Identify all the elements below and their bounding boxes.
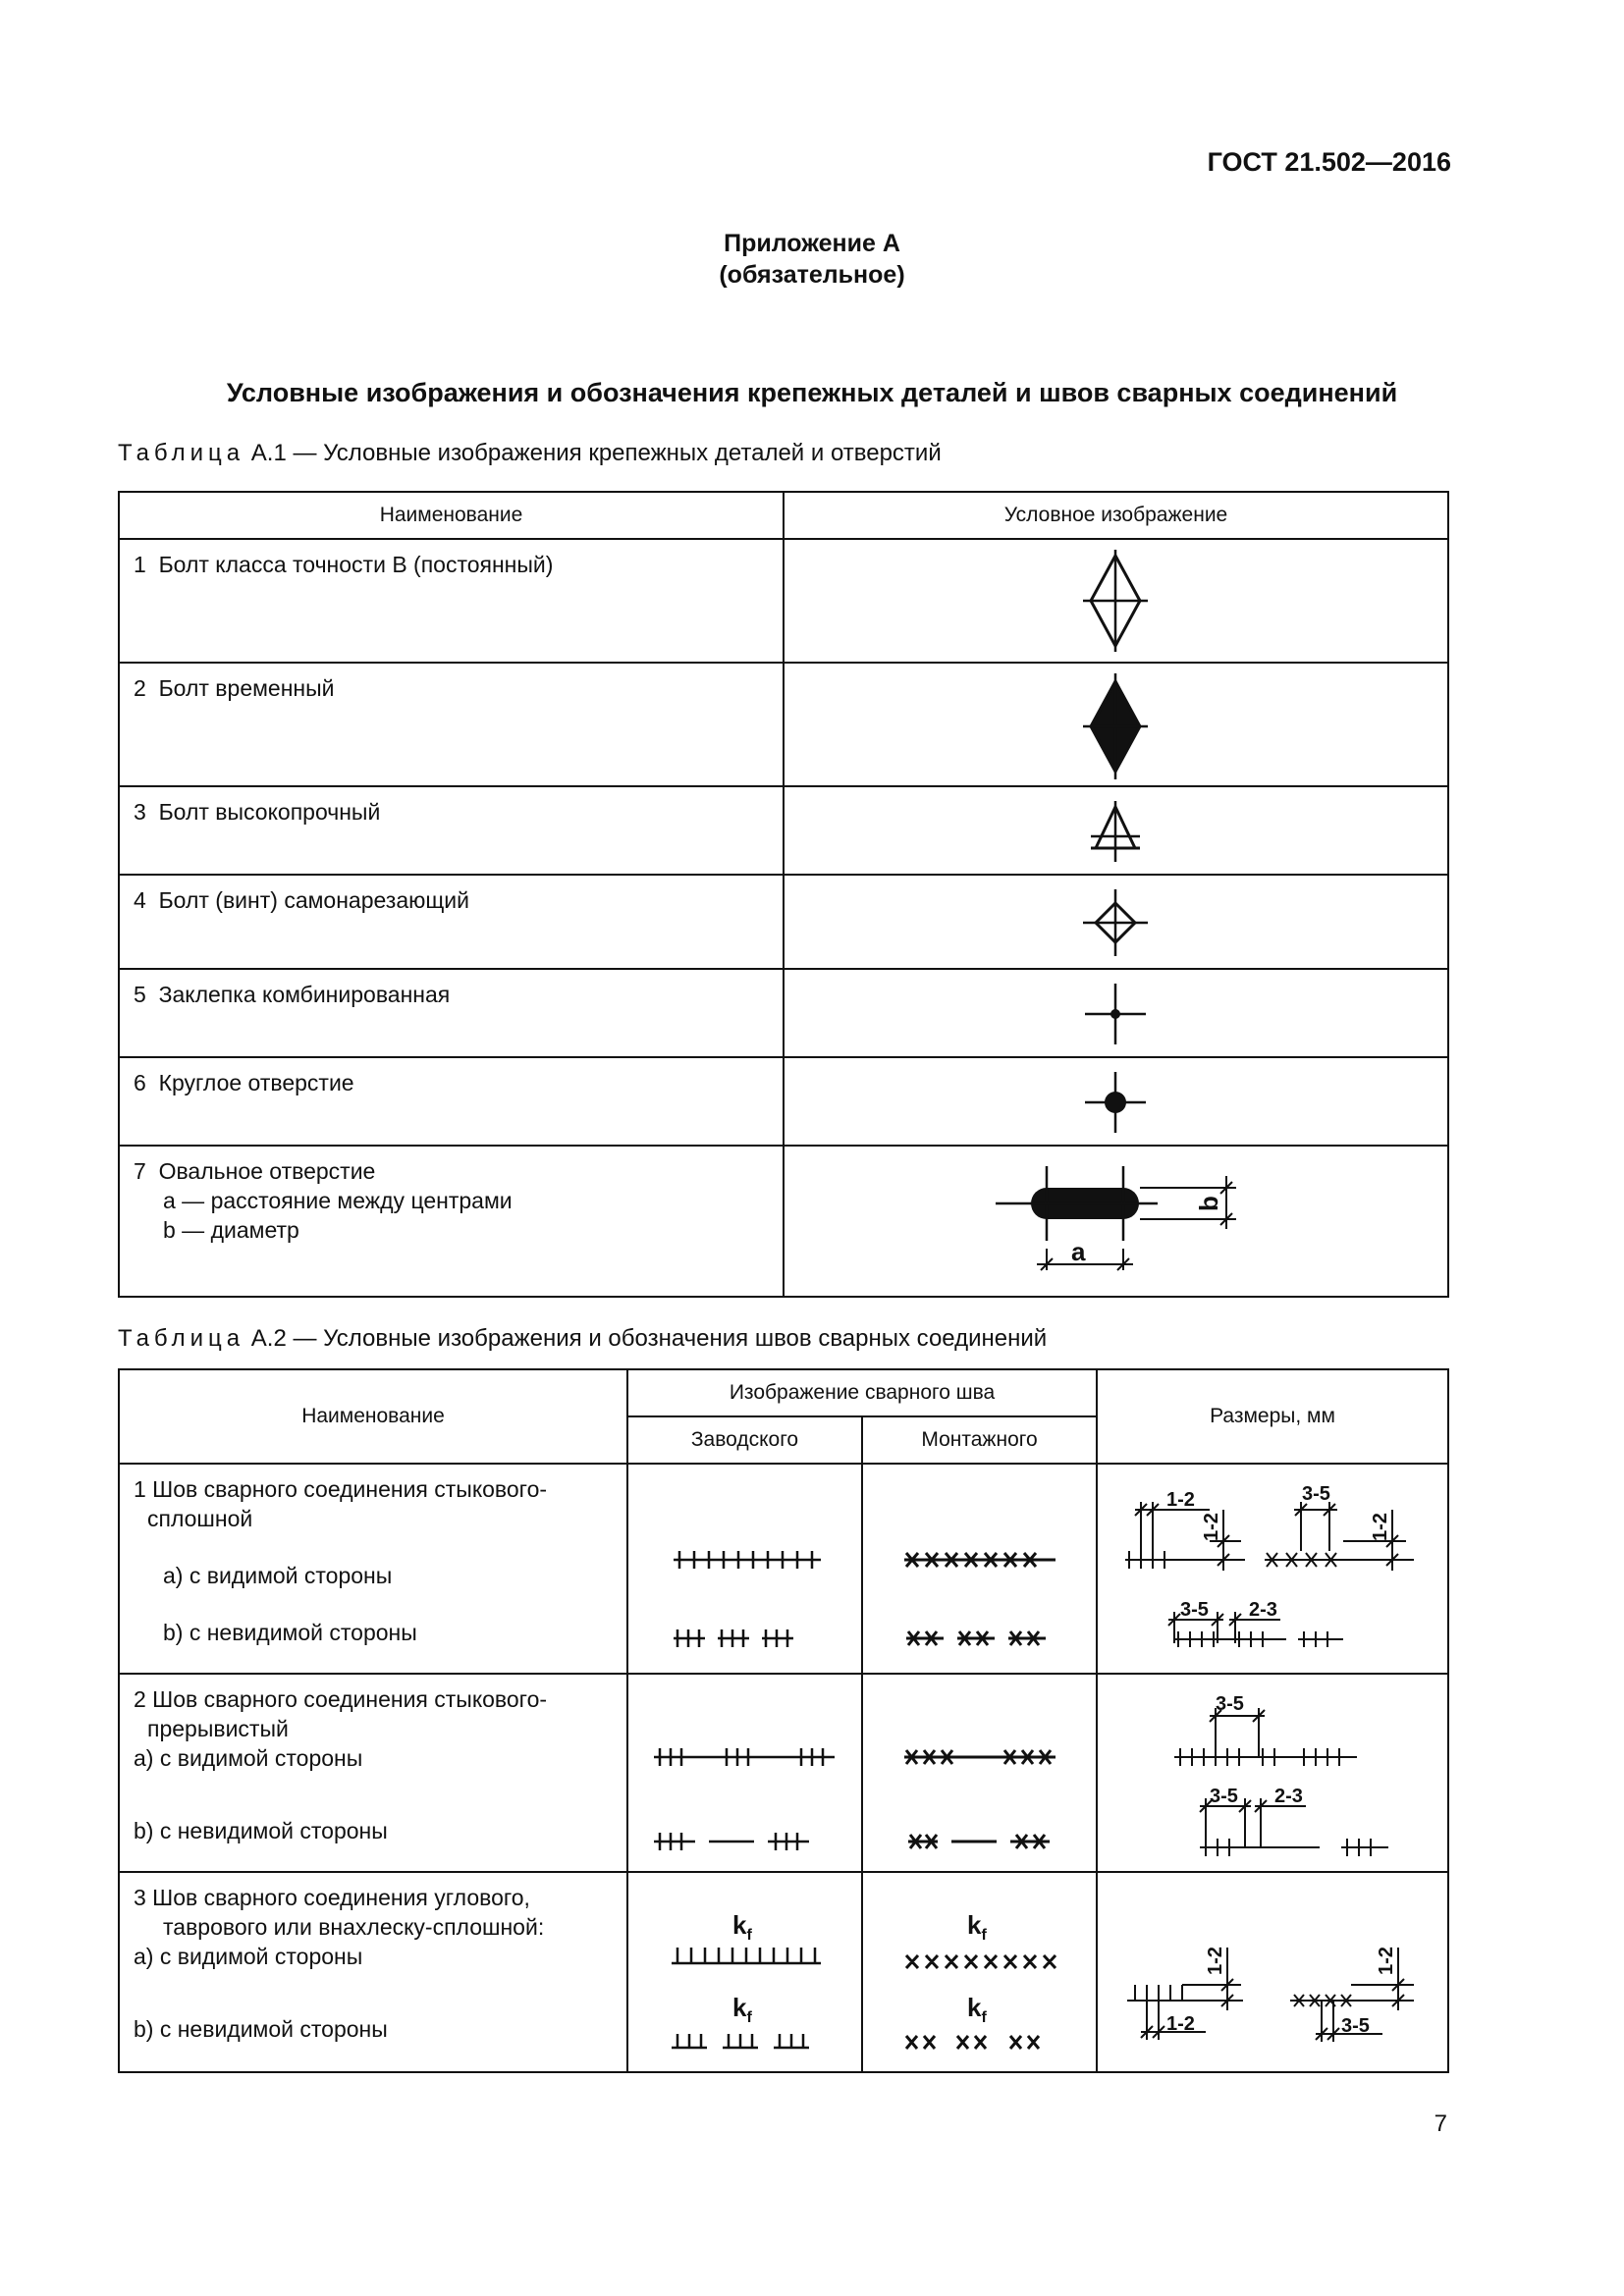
row-number: 3: [134, 799, 146, 825]
dimension-label: 1-2: [1376, 1947, 1397, 1975]
kf-label: $k_f$: [967, 1910, 987, 1944]
dimension-label: 2-3: [1249, 1599, 1277, 1621]
field-weld-cell: [862, 1464, 1097, 1674]
row-image-cell: [784, 786, 1448, 875]
dimension-label: 3-5: [1302, 1483, 1330, 1505]
table-a1-caption-prefix: Таблица: [118, 440, 245, 466]
dimension-label: 1-2: [1166, 1489, 1195, 1511]
table-a1: [118, 491, 1449, 1298]
row-line: 2 Шов сварного соединения стыкового-: [134, 1686, 548, 1712]
fillet-weld-continuous-dimensions-icon: [1098, 1873, 1449, 2073]
row-name: Круглое отверстие: [158, 1070, 354, 1095]
table-row: [119, 1146, 1448, 1297]
row-image-cell: [784, 1057, 1448, 1146]
sizes-cell: [1097, 1674, 1448, 1872]
table-a2-caption: [118, 1325, 1047, 1353]
table-a1-header-row: [119, 492, 1448, 539]
field-butt-weld-continuous-icon: [863, 1465, 1098, 1675]
row-image-cell: [784, 539, 1448, 663]
row-image-cell: [784, 663, 1448, 786]
kf-label: $k_f$: [967, 1993, 987, 2026]
table-a1-caption: [118, 440, 942, 467]
row-name-cell: [119, 1464, 627, 1674]
bolt-temporary-icon: [785, 664, 1449, 787]
field-weld-cell: [862, 1872, 1097, 2072]
row-name: Овальное отверстие: [158, 1158, 376, 1184]
row-line: b) с невидимой стороны: [163, 1620, 417, 1645]
factory-butt-weld-intermittent-icon: [628, 1675, 863, 1873]
table-row: [119, 539, 1448, 663]
table-a2-header-factory: Заводского: [627, 1416, 862, 1464]
field-fillet-weld-continuous-icon: [863, 1873, 1098, 2073]
factory-butt-weld-continuous-icon: [628, 1465, 863, 1675]
table-a1-caption-text: А.1 — Условные изображения крепежных деталей и отверстий: [244, 440, 942, 466]
row-line: прерывистый: [147, 1716, 289, 1741]
row-name: Болт высокопрочный: [158, 799, 381, 825]
row-name-cell: [119, 786, 784, 875]
kf-label: $k_f$: [732, 1993, 752, 2026]
table-a2-header-weld-image: Изображение сварного шва: [627, 1369, 1097, 1416]
document-code: ГОСТ 21.502—2016: [1207, 147, 1451, 177]
table-row: [119, 1674, 1448, 1872]
dimension-label-b: b: [1194, 1196, 1223, 1211]
table-a2-header-sizes: Размеры, мм: [1097, 1369, 1448, 1464]
dimension-label: 1-2: [1201, 1513, 1222, 1541]
butt-weld-intermittent-dimensions-icon: [1098, 1675, 1449, 1873]
row-name-cell: [119, 1057, 784, 1146]
kf-label: $k_f$: [732, 1910, 752, 1944]
row-name-cell: [119, 1674, 627, 1872]
annex-status: (обязательное): [719, 261, 905, 289]
row-number: 4: [134, 887, 146, 913]
table-row: [119, 786, 1448, 875]
dimension-label: 1-2: [1166, 2013, 1195, 2035]
butt-weld-continuous-dimensions-icon: [1098, 1465, 1449, 1675]
oval-hole-icon: [785, 1147, 1449, 1298]
row-name-cell: [119, 1146, 784, 1297]
row-name-cell: [119, 1872, 627, 2072]
table-a1-header-name: Наименование: [119, 492, 784, 539]
dimension-label: 3-5: [1210, 1786, 1238, 1807]
bolt-high-strength-icon: [785, 787, 1449, 876]
factory-weld-cell: [627, 1674, 862, 1872]
row-name-cell: [119, 663, 784, 786]
row-name-cell: [119, 875, 784, 969]
bolt-precision-icon: [785, 540, 1449, 664]
row-name: Болт временный: [158, 675, 335, 701]
dimension-label: 3-5: [1216, 1693, 1244, 1715]
dimension-label: 1-2: [1205, 1947, 1226, 1975]
row-line: 3 Шов сварного соединения углового,: [134, 1885, 530, 1910]
sizes-cell: [1097, 1464, 1448, 1674]
dimension-label: 3-5: [1180, 1599, 1209, 1621]
row-line: а) с видимой стороны: [134, 1745, 363, 1771]
bolt-self-tapping-icon: [785, 876, 1449, 970]
row-line: b) с невидимой стороны: [134, 2016, 388, 2042]
row-number: 1: [134, 552, 146, 577]
dimension-label: 2-3: [1274, 1786, 1303, 1807]
table-a2-header-field: Монтажного: [862, 1416, 1097, 1464]
rivet-combined-icon: [785, 970, 1449, 1058]
table-a1-header-image: Условное изображение: [784, 492, 1448, 539]
row-number: 6: [134, 1070, 146, 1095]
round-hole-icon: [785, 1058, 1449, 1147]
table-row: [119, 1464, 1448, 1674]
row-name: Болт (винт) самонарезающий: [158, 887, 469, 913]
row-line: а) с видимой стороны: [163, 1563, 393, 1588]
row-line: а) с видимой стороны: [134, 1944, 363, 1969]
dimension-label: 1-2: [1370, 1513, 1391, 1541]
row-number: 7: [134, 1158, 146, 1184]
dimension-label: 3-5: [1341, 2015, 1370, 2037]
table-a2-header-row: [119, 1369, 1448, 1416]
row-line: сплошной: [147, 1506, 253, 1531]
factory-weld-cell: [627, 1872, 862, 2072]
row-name: Болт класса точности В (постоянный): [158, 552, 554, 577]
table-a2: [118, 1368, 1449, 2073]
row-line: b) с невидимой стороны: [134, 1818, 388, 1843]
table-row: [119, 969, 1448, 1057]
row-line: таврового или внахлеску-сплошной:: [163, 1914, 545, 1940]
annex-heading: [0, 228, 1624, 291]
row-number: 2: [134, 675, 146, 701]
row-image-cell: [784, 1146, 1448, 1297]
row-subline: а — расстояние между центрами: [163, 1188, 513, 1213]
annex-title: Приложение А: [724, 230, 900, 257]
table-row: [119, 663, 1448, 786]
field-weld-cell: [862, 1674, 1097, 1872]
table-row: [119, 875, 1448, 969]
row-image-cell: [784, 969, 1448, 1057]
page-number: 7: [1434, 2110, 1447, 2137]
table-a2-caption-prefix: Таблица: [118, 1325, 245, 1352]
sizes-cell: [1097, 1872, 1448, 2072]
field-butt-weld-intermittent-icon: [863, 1675, 1098, 1873]
row-name: Заклепка комбинированная: [158, 982, 451, 1007]
table-row: [119, 1057, 1448, 1146]
row-name-cell: [119, 969, 784, 1057]
table-a2-caption-text: А.2 — Условные изображения и обозначения швов сварных соединений: [244, 1325, 1048, 1352]
table-row: [119, 1872, 1448, 2072]
row-name-cell: [119, 539, 784, 663]
table-a2-header-name: Наименование: [119, 1369, 627, 1464]
row-number: 5: [134, 982, 146, 1007]
factory-fillet-weld-continuous-icon: [628, 1873, 863, 2073]
section-title: Условные изображения и обозначения крепежных деталей и швов сварных соединений: [226, 378, 1398, 407]
dimension-label-a: a: [1071, 1237, 1086, 1266]
row-line: 1 Шов сварного соединения стыкового-: [134, 1476, 548, 1502]
row-image-cell: [784, 875, 1448, 969]
factory-weld-cell: [627, 1464, 862, 1674]
row-subline: b — диаметр: [163, 1217, 299, 1243]
